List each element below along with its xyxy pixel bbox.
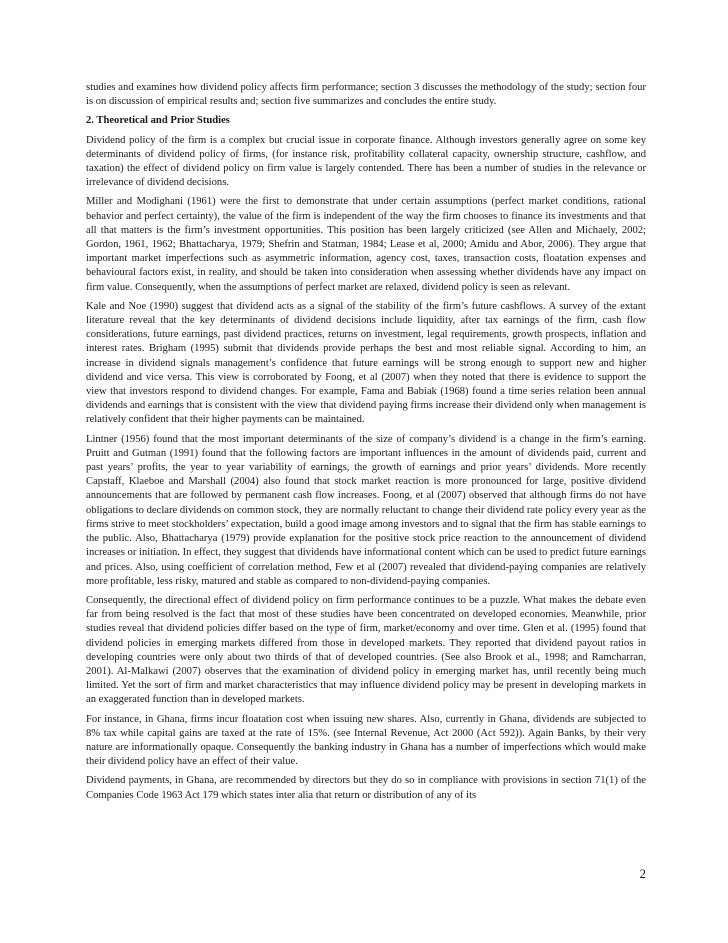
section-heading: 2. Theoretical and Prior Studies — [86, 115, 230, 127]
paragraph-dividend-policy: Dividend policy of the firm is a complex but crucial issue in corporate finance. Although investors generally agree on some key determinants of dividend policy of firms, (for instance risk, profitability collateral capacity, ownership structure, cashflow, and taxation) the effect of dividend policy on firm value is largely contended. There has been a number of studies in the relevance or irrelevance of dividend decisions. — [86, 134, 646, 189]
page-number: 2 — [639, 866, 646, 881]
paragraph-kale-noe: Kale and Noe (1990) suggest that dividend acts as a signal of the stability of the firm’s future cashflows. A survey of the extant literature reveal that the key determinants of dividend decisions include liquidity, after tax earnings of the firm, cash flow considerations, future earnings, past dividend practices, returns on investment, legal requirements, growth prospects, inflation and interest rates. Brigham (1995) submit that dividends provide perhaps the best and most reliable signal. According to him, an increase in dividend signals management’s confidence that future earnings will be strong enough to support new and higher dividend and vice versa. This view is corroborated by Foong, et al (2007) when they noted that there is evidence to support the view that investors respond to dividend changes. For example, Fama and Babiak (1968) found a time series relation been annual dividends and earnings that is consistent with the view that dividend paying firms increase their dividend only when management is relatively confident that their higher payments can be maintained. — [86, 300, 646, 426]
paragraph-dividend-payments: Dividend payments, in Ghana, are recommended by directors but they do so in compliance with provisions in section 71(1) of the Companies Code 1963 Act 179 which states inter alia that return or distribution of any of its — [86, 775, 646, 801]
paragraph-miller-modighani: Miller and Modighani (1961) were the first to demonstrate that under certain assumptions (perfect market conditions, rational behavior and perfect certainty), the value of the firm is independent of the way the firm chooses to finance its investments and that all that matters is the firm’s investment opportunities. This position has been largely criticized (see Allen and Michaely, 2002; Gordon, 1961, 1962; Bhattacharya, 1979; Shefrin and Statman, 1984; Lease et al, 2000; Amidu and Abor, 2006). They argue that important market imperfections such as asymmetric information, agency cost, taxes, transaction costs, floatation expenses and behavioural factors exist, in reality, and should be taken into consideration when assessing whether dividends have any impact on firm value. Consequently, when the assumptions of perfect market are relaxed, dividend policy is seen as relevant. — [86, 196, 646, 293]
paragraph-lintner: Lintner (1956) found that the most important determinants of the size of company’s dividend is a change in the firm’s earning. Pruitt and Gutman (1991) found that the following factors are important influences in the amount of dividends paid, current and past years’ profits, the year to year variability of earnings, the growth of earnings and prior years’ dividends. More recently Capstaff, Klaeboe and Marshall (2004) also found that stock market reaction is more pronounced for large, positive dividend announcements that are followed by permanent cash flow increases. Foong, et al (2007) observed that although firms do not have obligations to declare dividends on common stock, they are normally reluctant to change their dividend rate policy every year as the firms strive to meet stockholders’ expectation, build a good image among investors and to signal that the firm has stable earnings to the public. Also, Bhattacharya (1979) provide explanation for the positive stock price reaction to the announcement of dividend increases or initiation. In effect, they suggest that dividends have informational content which can be used to predict future earnings and prices. Also, using coefficient of correlation method, Few et al (2007) revealed that dividend-paying companies are relatively more profitable, less risky, matured and stable as compared to non-dividend-paying companies. — [86, 433, 646, 587]
document-page — [86, 81, 646, 808]
paragraph-directional-effect: Consequently, the directional effect of dividend policy on firm performance continues to be a puzzle. What makes the debate even far from being resolved is the fact that most of these studies have been concentrated on developed economies. Meanwhile, prior studies reveal that dividend policies differ based on the type of firm, market/economy and over time. Glen et al. (1995) found that dividend policies in emerging markets differed from those in developed markets. They reported that dividend payout ratios in developing countries were only about two thirds of that of developed countries. (See also Brook et al., 1998; and Ramcharran, 2001). Al-Malkawi (2007) observes that the examination of dividend policy in emerging market has, until recently being much limited. Yet the sort of firm and market characteristics that may influence dividend policy may be present in developing markets in an exaggerated function than in developed markets. — [86, 594, 646, 706]
paragraph-ghana-floatation: For instance, in Ghana, firms incur floatation cost when issuing new shares. Also, currently in Ghana, dividends are subjected to 8% tax while capital gains are taxed at the rate of 15%. (see Internal Revenue, Act 2000 (Act 592)). Again Banks, by their very nature are informationally opaque. Consequently the banking industry in Ghana has a number of imperfections which would make their dividend policy have an effect of their value. — [86, 713, 646, 768]
paragraph-intro-continuation: studies and examines how dividend policy affects firm performance; section 3 discusses the methodology of the study; section four is on discussion of empirical results and; section five summarizes and concludes the entire study. — [86, 82, 646, 108]
